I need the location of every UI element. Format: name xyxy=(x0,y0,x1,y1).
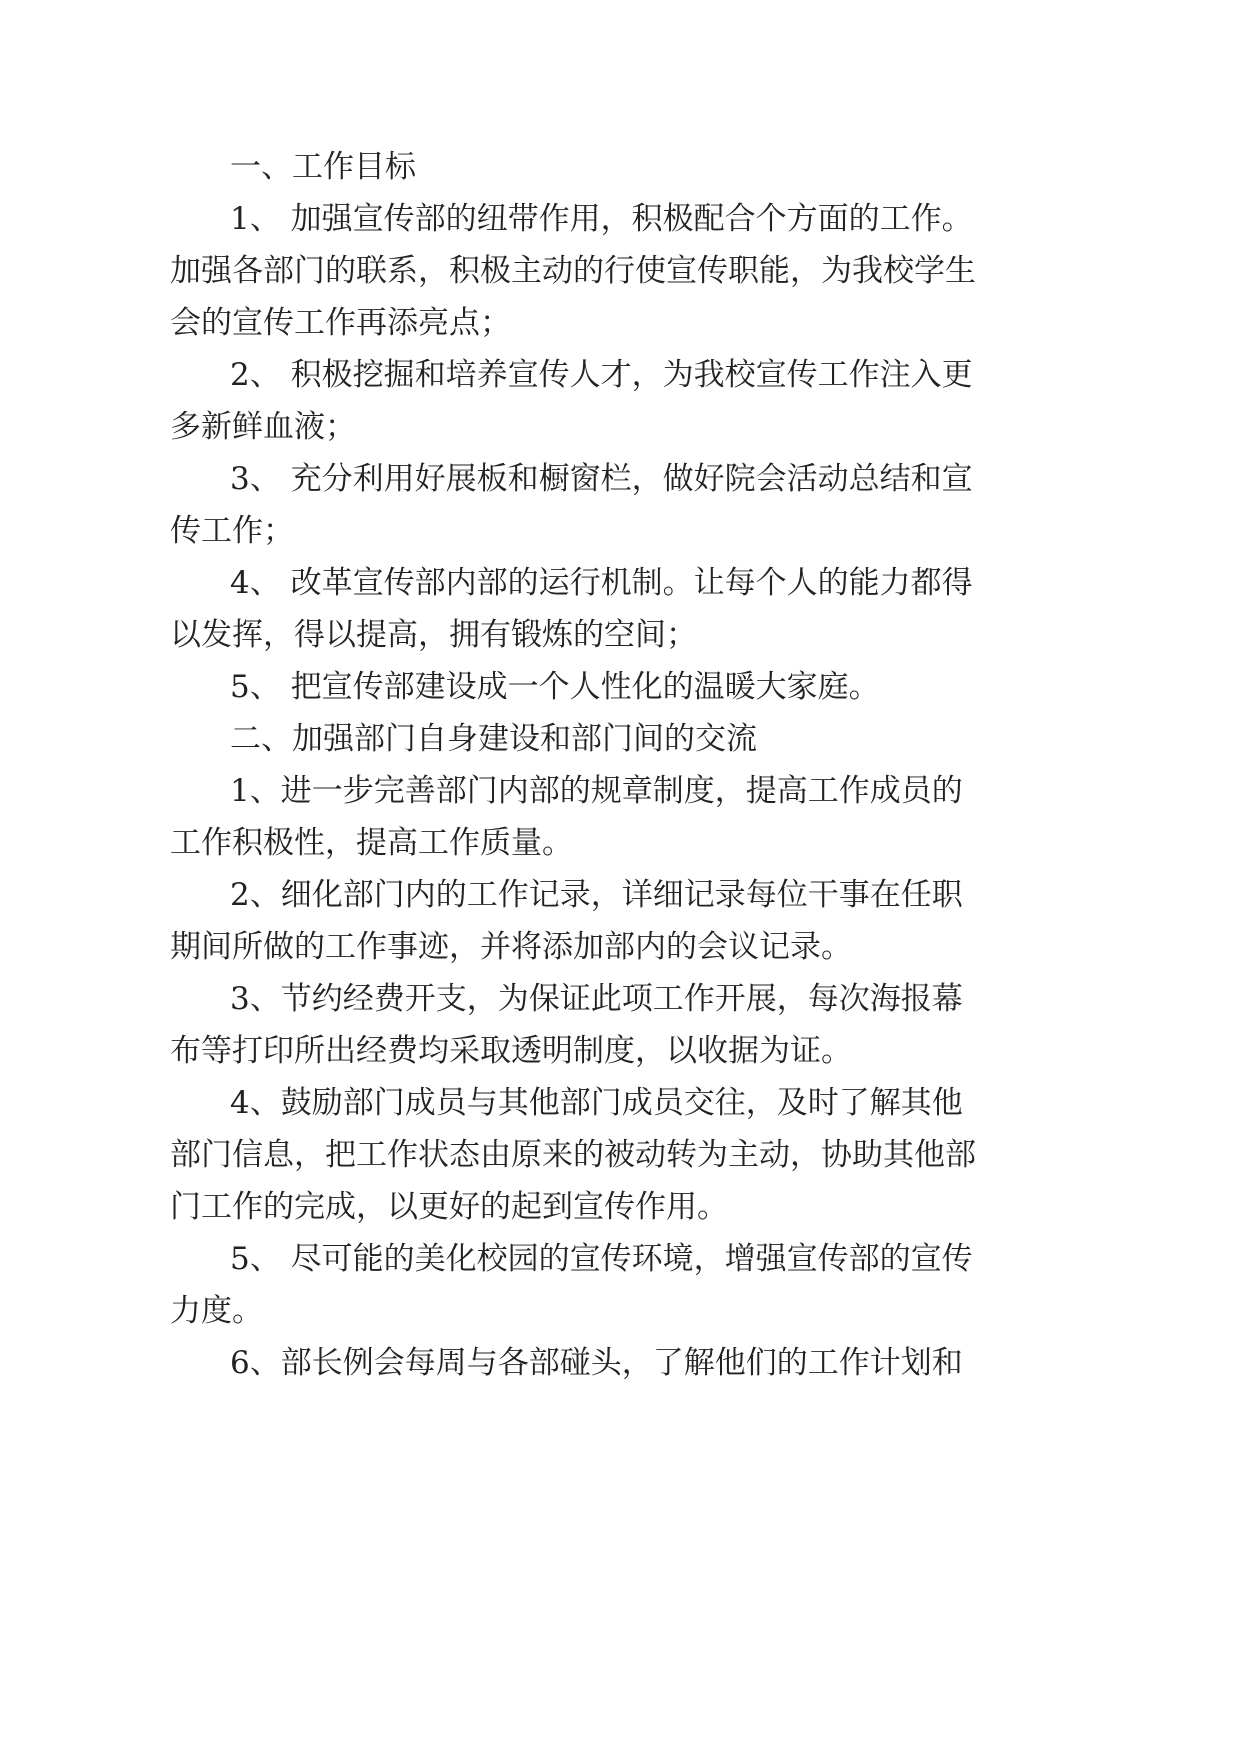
text-line: 3、 充分利用好展板和橱窗栏，做好院会活动总结和宣 xyxy=(230,461,973,497)
text-line: 期间所做的工作事迹，并将添加部内的会议记录。 xyxy=(170,929,852,965)
text-line: 3、节约经费开支，为保证此项工作开展，每次海报幕 xyxy=(230,981,963,1017)
text-line: 1、进一步完善部门内部的规章制度，提高工作成员的 xyxy=(230,773,963,809)
text-line: 传工作； xyxy=(170,513,294,549)
section-heading-work-goals: 一、工作目标 xyxy=(230,149,416,185)
text-line: 以发挥，得以提高，拥有锻炼的空间； xyxy=(170,617,697,653)
text-line: 4、 改革宣传部内部的运行机制。让每个人的能力都得 xyxy=(230,565,973,601)
text-line: 力度。 xyxy=(170,1293,263,1329)
text-line: 会的宣传工作再添亮点； xyxy=(170,305,511,341)
text-line: 5、 把宣传部建设成一个人性化的温暖大家庭。 xyxy=(230,669,880,705)
text-line: 4、鼓励部门成员与其他部门成员交往，及时了解其他 xyxy=(230,1085,963,1121)
text-line: 门工作的完成，以更好的起到宣传作用。 xyxy=(170,1189,728,1225)
text-line: 6、部长例会每周与各部碰头，了解他们的工作计划和 xyxy=(230,1345,963,1381)
text-line: 加强各部门的联系，积极主动的行使宣传职能，为我校学生 xyxy=(170,253,976,289)
text-line: 部门信息，把工作状态由原来的被动转为主动，协助其他部 xyxy=(170,1137,976,1173)
text-line: 布等打印所出经费均采取透明制度，以收据为证。 xyxy=(170,1033,852,1069)
section-heading-department-building: 二、加强部门自身建设和部门间的交流 xyxy=(230,721,757,757)
text-line: 2、细化部门内的工作记录，详细记录每位干事在任职 xyxy=(230,877,963,913)
text-line: 2、 积极挖掘和培养宣传人才，为我校宣传工作注入更 xyxy=(230,357,973,393)
text-line: 5、 尽可能的美化校园的宣传环境，增强宣传部的宣传 xyxy=(230,1241,973,1277)
text-line: 工作积极性，提高工作质量。 xyxy=(170,825,573,861)
text-line: 1、 加强宣传部的纽带作用，积极配合个方面的工作。 xyxy=(230,201,973,237)
text-line: 多新鲜血液； xyxy=(170,409,356,445)
